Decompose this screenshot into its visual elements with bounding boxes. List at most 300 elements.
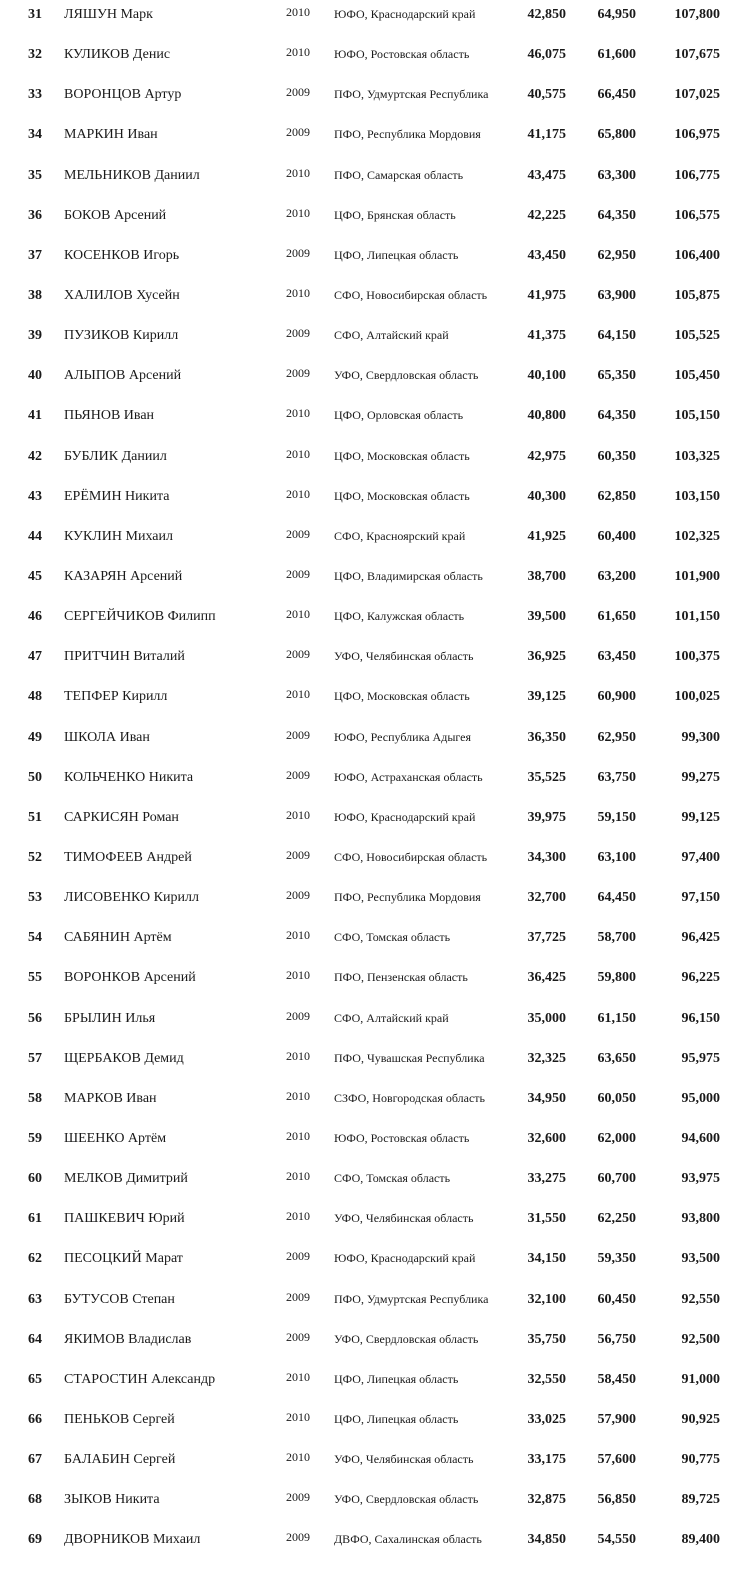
region-cell: ЮФО, Астраханская область xyxy=(334,769,483,784)
table-row xyxy=(0,763,750,803)
total-score-cell: 96,225 xyxy=(681,970,720,986)
rank-cell: 40 xyxy=(28,368,42,384)
score-1-cell: 34,950 xyxy=(527,1090,566,1106)
birth-year-cell: 2010 xyxy=(286,1450,310,1465)
score-2-cell: 61,650 xyxy=(597,609,636,625)
birth-year-cell: 2009 xyxy=(286,888,310,903)
rank-cell: 31 xyxy=(28,7,42,22)
region-cell: ПФО, Самарская область xyxy=(334,167,464,182)
athlete-name-cell: ЩЕРБАКОВ Демид xyxy=(64,1050,184,1066)
table-row xyxy=(0,803,750,843)
rank-cell: 51 xyxy=(28,809,42,825)
region-cell: ЮФО, Краснодарский край xyxy=(334,809,476,824)
birth-year-cell: 2009 xyxy=(286,326,310,341)
birth-year-cell: 2009 xyxy=(286,647,310,662)
athlete-name-cell: ЗЫКОВ Никита xyxy=(64,1492,160,1508)
score-2-cell: 63,450 xyxy=(597,649,636,665)
table-row xyxy=(0,442,750,482)
rank-cell: 45 xyxy=(28,568,42,584)
table-row xyxy=(0,1285,750,1325)
athlete-name-cell: МЕЛЬНИКОВ Даниил xyxy=(64,167,200,183)
athlete-name-cell: КУКЛИН Михаил xyxy=(64,528,173,544)
total-score-cell: 106,775 xyxy=(674,167,720,183)
total-score-cell: 91,000 xyxy=(681,1371,720,1387)
table-row xyxy=(0,281,750,321)
table-row xyxy=(0,602,750,642)
rank-cell: 55 xyxy=(28,970,42,986)
region-cell: ЮФО, Республика Адыгея xyxy=(334,729,471,744)
table-row xyxy=(0,1204,750,1244)
athlete-name-cell: БОКОВ Арсений xyxy=(64,207,167,223)
birth-year-cell: 2009 xyxy=(286,767,310,782)
score-1-cell: 35,750 xyxy=(527,1331,566,1347)
score-1-cell: 34,150 xyxy=(527,1251,566,1267)
score-2-cell: 60,050 xyxy=(597,1090,636,1106)
score-1-cell: 32,700 xyxy=(527,890,566,906)
total-score-cell: 100,025 xyxy=(674,689,720,705)
rank-cell: 68 xyxy=(28,1492,42,1508)
rank-cell: 50 xyxy=(28,769,42,785)
score-2-cell: 61,600 xyxy=(597,47,636,63)
region-cell: ПФО, Пензенская область xyxy=(334,970,468,985)
birth-year-cell: 2010 xyxy=(286,687,310,702)
region-cell: ЦФО, Калужская область xyxy=(334,609,465,624)
score-2-cell: 66,450 xyxy=(597,87,636,103)
score-1-cell: 32,100 xyxy=(527,1291,566,1307)
total-score-cell: 101,150 xyxy=(674,609,720,625)
table-row xyxy=(0,1124,750,1164)
table-row xyxy=(0,201,750,241)
rank-cell: 59 xyxy=(28,1130,42,1146)
score-1-cell: 40,100 xyxy=(527,368,566,384)
birth-year-cell: 2010 xyxy=(286,446,310,461)
total-score-cell: 90,775 xyxy=(681,1452,720,1468)
birth-year-cell: 2010 xyxy=(286,486,310,501)
birth-year-cell: 2009 xyxy=(286,727,310,742)
region-cell: СФО, Томская область xyxy=(334,930,451,945)
score-2-cell: 64,350 xyxy=(597,408,636,424)
score-1-cell: 39,975 xyxy=(527,809,566,825)
birth-year-cell: 2010 xyxy=(286,968,310,983)
total-score-cell: 106,975 xyxy=(674,127,720,143)
table-row xyxy=(0,1485,750,1525)
total-score-cell: 99,125 xyxy=(681,809,720,825)
birth-year-cell: 2010 xyxy=(286,1169,310,1184)
athlete-name-cell: ЕРЁМИН Никита xyxy=(64,488,170,504)
score-2-cell: 56,750 xyxy=(597,1331,636,1347)
score-2-cell: 58,700 xyxy=(597,930,636,946)
region-cell: ЦФО, Владимирская область xyxy=(334,568,483,583)
rank-cell: 62 xyxy=(28,1251,42,1267)
rank-cell: 64 xyxy=(28,1331,42,1347)
region-cell: УФО, Челябинская область xyxy=(334,649,474,664)
table-row xyxy=(0,1084,750,1124)
rank-cell: 49 xyxy=(28,729,42,745)
score-2-cell: 63,300 xyxy=(597,167,636,183)
table-row xyxy=(0,0,750,40)
total-score-cell: 100,375 xyxy=(674,649,720,665)
score-1-cell: 38,700 xyxy=(527,568,566,584)
birth-year-cell: 2009 xyxy=(286,847,310,862)
birth-year-cell: 2010 xyxy=(286,1088,310,1103)
table-row xyxy=(0,80,750,120)
score-1-cell: 42,850 xyxy=(527,7,566,22)
rank-cell: 61 xyxy=(28,1211,42,1227)
score-1-cell: 32,600 xyxy=(527,1130,566,1146)
rank-cell: 56 xyxy=(28,1010,42,1026)
table-row xyxy=(0,482,750,522)
total-score-cell: 105,450 xyxy=(674,368,720,384)
total-score-cell: 94,600 xyxy=(681,1130,720,1146)
rank-cell: 60 xyxy=(28,1171,42,1187)
table-row xyxy=(0,843,750,883)
birth-year-cell: 2010 xyxy=(286,807,310,822)
total-score-cell: 99,300 xyxy=(681,729,720,745)
region-cell: ЦФО, Липецкая область xyxy=(334,1371,459,1386)
table-row xyxy=(0,1044,750,1084)
athlete-name-cell: ПЕСОЦКИЙ Марат xyxy=(64,1251,183,1267)
total-score-cell: 96,425 xyxy=(681,930,720,946)
score-2-cell: 57,900 xyxy=(597,1411,636,1427)
birth-year-cell: 2010 xyxy=(286,5,310,19)
score-1-cell: 36,925 xyxy=(527,649,566,665)
table-row xyxy=(0,682,750,722)
total-score-cell: 92,500 xyxy=(681,1331,720,1347)
athlete-name-cell: БАЛАБИН Сергей xyxy=(64,1452,176,1468)
score-2-cell: 60,350 xyxy=(597,448,636,464)
birth-year-cell: 2009 xyxy=(286,1530,310,1545)
athlete-name-cell: ПАШКЕВИЧ Юрий xyxy=(64,1211,185,1227)
athlete-name-cell: МЕЛКОВ Димитрий xyxy=(64,1171,188,1187)
athlete-name-cell: СЕРГЕЙЧИКОВ Филипп xyxy=(64,609,216,625)
athlete-name-cell: ПУЗИКОВ Кирилл xyxy=(64,328,179,344)
score-1-cell: 43,450 xyxy=(527,247,566,263)
table-row xyxy=(0,1325,750,1365)
score-1-cell: 31,550 xyxy=(527,1211,566,1227)
total-score-cell: 93,500 xyxy=(681,1251,720,1267)
total-score-cell: 101,900 xyxy=(674,568,720,584)
athlete-name-cell: ШЕЕНКО Артём xyxy=(64,1130,167,1146)
score-1-cell: 34,300 xyxy=(527,849,566,865)
rank-cell: 43 xyxy=(28,488,42,504)
total-score-cell: 89,400 xyxy=(681,1532,720,1548)
score-2-cell: 60,900 xyxy=(597,689,636,705)
total-score-cell: 95,975 xyxy=(681,1050,720,1066)
score-1-cell: 40,300 xyxy=(527,488,566,504)
table-row xyxy=(0,161,750,201)
table-row xyxy=(0,40,750,80)
score-2-cell: 56,850 xyxy=(597,1492,636,1508)
score-2-cell: 62,850 xyxy=(597,488,636,504)
rank-cell: 46 xyxy=(28,609,42,625)
table-row xyxy=(0,522,750,562)
score-1-cell: 41,375 xyxy=(527,328,566,344)
rank-cell: 36 xyxy=(28,207,42,223)
birth-year-cell: 2009 xyxy=(286,85,310,100)
table-row xyxy=(0,723,750,763)
score-1-cell: 32,875 xyxy=(527,1492,566,1508)
score-1-cell: 39,125 xyxy=(527,689,566,705)
rank-cell: 33 xyxy=(28,87,42,103)
region-cell: УФО, Челябинская область xyxy=(334,1211,474,1226)
rank-cell: 52 xyxy=(28,849,42,865)
score-2-cell: 64,450 xyxy=(597,890,636,906)
total-score-cell: 93,800 xyxy=(681,1211,720,1227)
birth-year-cell: 2010 xyxy=(286,45,310,60)
total-score-cell: 106,400 xyxy=(674,247,720,263)
table-row xyxy=(0,241,750,281)
score-2-cell: 65,350 xyxy=(597,368,636,384)
region-cell: СФО, Алтайский край xyxy=(334,328,449,343)
region-cell: ПФО, Республика Мордовия xyxy=(334,890,481,905)
athlete-name-cell: ДВОРНИКОВ Михаил xyxy=(64,1532,201,1548)
score-2-cell: 62,950 xyxy=(597,729,636,745)
birth-year-cell: 2010 xyxy=(286,165,310,180)
region-cell: УФО, Свердловская область xyxy=(334,1492,479,1507)
birth-year-cell: 2009 xyxy=(286,1289,310,1304)
score-1-cell: 41,175 xyxy=(527,127,566,143)
score-2-cell: 59,800 xyxy=(597,970,636,986)
score-1-cell: 32,325 xyxy=(527,1050,566,1066)
rank-cell: 38 xyxy=(28,287,42,303)
total-score-cell: 97,400 xyxy=(681,849,720,865)
region-cell: ЦФО, Орловская область xyxy=(334,408,464,423)
region-cell: ЮФО, Краснодарский край xyxy=(334,7,476,21)
athlete-name-cell: ШКОЛА Иван xyxy=(64,729,150,745)
score-1-cell: 41,975 xyxy=(527,287,566,303)
table-row xyxy=(0,1445,750,1485)
birth-year-cell: 2010 xyxy=(286,1048,310,1063)
athlete-name-cell: ЛЯШУН Марк xyxy=(64,7,153,22)
athlete-name-cell: ТИМОФЕЕВ Андрей xyxy=(64,849,192,865)
table-row xyxy=(0,1004,750,1044)
table-row xyxy=(0,1525,750,1565)
region-cell: ЮФО, Краснодарский край xyxy=(334,1251,476,1266)
region-cell: ПФО, Республика Мордовия xyxy=(334,127,481,142)
score-2-cell: 64,950 xyxy=(597,7,636,22)
table-row xyxy=(0,120,750,160)
region-cell: ДВФО, Сахалинская область xyxy=(334,1532,482,1547)
rank-cell: 66 xyxy=(28,1411,42,1427)
rank-cell: 35 xyxy=(28,167,42,183)
region-cell: ЦФО, Липецкая область xyxy=(334,247,459,262)
score-1-cell: 33,025 xyxy=(527,1411,566,1427)
total-score-cell: 107,675 xyxy=(674,47,720,63)
athlete-name-cell: ПРИТЧИН Виталий xyxy=(64,649,185,665)
athlete-name-cell: ЯКИМОВ Владислав xyxy=(64,1331,192,1347)
birth-year-cell: 2010 xyxy=(286,1409,310,1424)
birth-year-cell: 2010 xyxy=(286,285,310,300)
rank-cell: 41 xyxy=(28,408,42,424)
rank-cell: 34 xyxy=(28,127,42,143)
birth-year-cell: 2010 xyxy=(286,607,310,622)
total-score-cell: 96,150 xyxy=(681,1010,720,1026)
score-2-cell: 63,750 xyxy=(597,769,636,785)
rank-cell: 44 xyxy=(28,528,42,544)
score-2-cell: 57,600 xyxy=(597,1452,636,1468)
rank-cell: 39 xyxy=(28,328,42,344)
athlete-name-cell: САБЯНИН Артём xyxy=(64,930,172,946)
score-2-cell: 61,150 xyxy=(597,1010,636,1026)
athlete-name-cell: КУЛИКОВ Денис xyxy=(64,47,171,63)
athlete-name-cell: МАРКИН Иван xyxy=(64,127,158,143)
rank-cell: 53 xyxy=(28,890,42,906)
region-cell: ЦФО, Московская область xyxy=(334,448,470,463)
score-2-cell: 62,950 xyxy=(597,247,636,263)
total-score-cell: 107,025 xyxy=(674,87,720,103)
score-1-cell: 39,500 xyxy=(527,609,566,625)
rank-cell: 48 xyxy=(28,689,42,705)
region-cell: ЦФО, Московская область xyxy=(334,488,470,503)
athlete-name-cell: САРКИСЯН Роман xyxy=(64,809,179,825)
athlete-name-cell: МАРКОВ Иван xyxy=(64,1090,157,1106)
total-score-cell: 89,725 xyxy=(681,1492,720,1508)
table-row xyxy=(0,1365,750,1405)
region-cell: ПФО, Удмуртская Республика xyxy=(334,87,489,102)
total-score-cell: 105,525 xyxy=(674,328,720,344)
birth-year-cell: 2010 xyxy=(286,406,310,421)
birth-year-cell: 2010 xyxy=(286,1128,310,1143)
score-1-cell: 35,000 xyxy=(527,1010,566,1026)
rank-cell: 47 xyxy=(28,649,42,665)
rank-cell: 32 xyxy=(28,47,42,63)
region-cell: СФО, Томская область xyxy=(334,1171,451,1186)
birth-year-cell: 2009 xyxy=(286,1249,310,1264)
score-2-cell: 63,200 xyxy=(597,568,636,584)
region-cell: ПФО, Удмуртская Республика xyxy=(334,1291,489,1306)
birth-year-cell: 2010 xyxy=(286,1209,310,1224)
score-2-cell: 60,400 xyxy=(597,528,636,544)
athlete-name-cell: ПЬЯНОВ Иван xyxy=(64,408,155,424)
region-cell: СФО, Новосибирская область xyxy=(334,849,488,864)
score-2-cell: 63,650 xyxy=(597,1050,636,1066)
birth-year-cell: 2009 xyxy=(286,1490,310,1505)
athlete-name-cell: БРЫЛИН Илья xyxy=(64,1010,156,1026)
table-row xyxy=(0,1244,750,1284)
athlete-name-cell: СТАРОСТИН Александр xyxy=(64,1371,216,1387)
region-cell: СФО, Красноярский край xyxy=(334,528,466,543)
score-1-cell: 42,975 xyxy=(527,448,566,464)
athlete-name-cell: КОСЕНКОВ Игорь xyxy=(64,247,180,263)
total-score-cell: 105,875 xyxy=(674,287,720,303)
region-cell: ЮФО, Ростовская область xyxy=(334,1130,470,1145)
total-score-cell: 90,925 xyxy=(681,1411,720,1427)
score-1-cell: 35,525 xyxy=(527,769,566,785)
birth-year-cell: 2010 xyxy=(286,205,310,220)
score-2-cell: 64,150 xyxy=(597,328,636,344)
rank-cell: 57 xyxy=(28,1050,42,1066)
score-2-cell: 63,100 xyxy=(597,849,636,865)
score-2-cell: 62,000 xyxy=(597,1130,636,1146)
rank-cell: 54 xyxy=(28,930,42,946)
athlete-name-cell: ВОРОНЦОВ Артур xyxy=(64,87,182,103)
birth-year-cell: 2009 xyxy=(286,526,310,541)
score-1-cell: 37,725 xyxy=(527,930,566,946)
score-1-cell: 40,575 xyxy=(527,87,566,103)
total-score-cell: 92,550 xyxy=(681,1291,720,1307)
region-cell: УФО, Свердловская область xyxy=(334,368,479,383)
score-1-cell: 43,475 xyxy=(527,167,566,183)
total-score-cell: 95,000 xyxy=(681,1090,720,1106)
table-row xyxy=(0,401,750,441)
score-1-cell: 41,925 xyxy=(527,528,566,544)
score-1-cell: 33,275 xyxy=(527,1171,566,1187)
table-row xyxy=(0,963,750,1003)
score-2-cell: 60,450 xyxy=(597,1291,636,1307)
athlete-name-cell: ТЕПФЕР Кирилл xyxy=(64,689,168,705)
region-cell: ЮФО, Ростовская область xyxy=(334,47,470,62)
rank-cell: 65 xyxy=(28,1371,42,1387)
birth-year-cell: 2009 xyxy=(286,1008,310,1023)
birth-year-cell: 2009 xyxy=(286,1329,310,1344)
table-row xyxy=(0,321,750,361)
score-2-cell: 64,350 xyxy=(597,207,636,223)
score-1-cell: 34,850 xyxy=(527,1532,566,1548)
athlete-name-cell: ВОРОНКОВ Арсений xyxy=(64,970,196,986)
table-row xyxy=(0,562,750,602)
score-2-cell: 62,250 xyxy=(597,1211,636,1227)
score-2-cell: 60,700 xyxy=(597,1171,636,1187)
athlete-name-cell: АЛЫПОВ Арсений xyxy=(64,368,182,384)
score-1-cell: 32,550 xyxy=(527,1371,566,1387)
birth-year-cell: 2009 xyxy=(286,366,310,381)
score-2-cell: 54,550 xyxy=(597,1532,636,1548)
rank-cell: 58 xyxy=(28,1090,42,1106)
region-cell: УФО, Челябинская область xyxy=(334,1452,474,1467)
total-score-cell: 102,325 xyxy=(674,528,720,544)
total-score-cell: 93,975 xyxy=(681,1171,720,1187)
rank-cell: 69 xyxy=(28,1532,42,1548)
athlete-name-cell: КАЗАРЯН Арсений xyxy=(64,568,183,584)
rank-cell: 42 xyxy=(28,448,42,464)
region-cell: СФО, Новосибирская область xyxy=(334,287,488,302)
birth-year-cell: 2010 xyxy=(286,928,310,943)
table-row xyxy=(0,361,750,401)
birth-year-cell: 2009 xyxy=(286,245,310,260)
athlete-name-cell: ХАЛИЛОВ Хусейн xyxy=(64,287,180,303)
total-score-cell: 97,150 xyxy=(681,890,720,906)
table-row xyxy=(0,1164,750,1204)
region-cell: УФО, Свердловская область xyxy=(334,1331,479,1346)
region-cell: ЦФО, Брянская область xyxy=(334,207,456,222)
score-2-cell: 59,350 xyxy=(597,1251,636,1267)
rank-cell: 63 xyxy=(28,1291,42,1307)
score-2-cell: 58,450 xyxy=(597,1371,636,1387)
region-cell: ЦФО, Липецкая область xyxy=(334,1411,459,1426)
score-1-cell: 46,075 xyxy=(527,47,566,63)
athlete-name-cell: БУБЛИК Даниил xyxy=(64,448,167,464)
score-2-cell: 59,150 xyxy=(597,809,636,825)
score-2-cell: 65,800 xyxy=(597,127,636,143)
total-score-cell: 103,150 xyxy=(674,488,720,504)
table-row xyxy=(0,923,750,963)
score-1-cell: 33,175 xyxy=(527,1452,566,1468)
total-score-cell: 99,275 xyxy=(681,769,720,785)
birth-year-cell: 2009 xyxy=(286,566,310,581)
score-1-cell: 36,350 xyxy=(527,729,566,745)
score-1-cell: 40,800 xyxy=(527,408,566,424)
score-2-cell: 63,900 xyxy=(597,287,636,303)
athlete-name-cell: БУТУСОВ Степан xyxy=(64,1291,175,1307)
rank-cell: 37 xyxy=(28,247,42,263)
region-cell: СЗФО, Новгородская область xyxy=(334,1090,486,1105)
athlete-name-cell: КОЛЬЧЕНКО Никита xyxy=(64,769,194,785)
total-score-cell: 103,325 xyxy=(674,448,720,464)
score-1-cell: 42,225 xyxy=(527,207,566,223)
region-cell: ПФО, Чувашская Республика xyxy=(334,1050,485,1065)
rank-cell: 67 xyxy=(28,1452,42,1468)
athlete-name-cell: ПЕНЬКОВ Сергей xyxy=(64,1411,175,1427)
